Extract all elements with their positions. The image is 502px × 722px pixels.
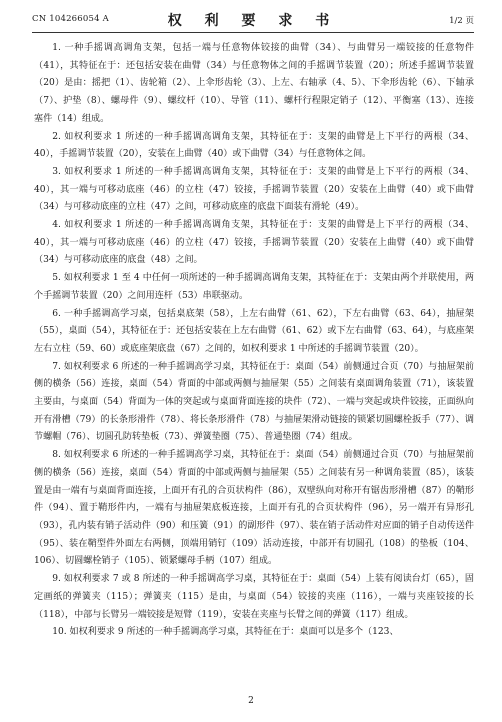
claims-list xyxy=(34,40,474,642)
claim-10: 10. 如权利要求 9 所述的一种手摇调高学习桌，其特征在于：桌面可以是多个（123、 xyxy=(52,627,399,638)
claim-6: 6. 一种手摇调高学习桌，包括桌底架（58），上左右曲臂（61、62），下左右曲臂（63、64），抽屉架（55），桌面（54），其特征在于：还包括安装在上左右曲臂（61、62）或下左右曲臂（63、64），与底座架左右立柱（59、60）或底座架底盘（67）之间的，如权利要求 1 中所述的手摇调节装置（20）。 xyxy=(34,308,474,354)
claim-7: 7. 如权利要求 6 所述的一种手摇调高学习桌，其特征在于：桌面（54）前侧通过合页（70）与抽屉架前侧的横条（56）连接，桌面（54）背面的中部或两侧与抽屉架（55）之间装有桌面调角装置（71），该装置主要由，与桌面（54）背面为一体的突起或与桌面背面连接的块件（72）、一端与突起或块件铰接，正面纵向开有滑槽（79）的长条形滑件（78）、将长条形滑件（78）与抽屉架滑动链接的锁紧切圆螺栓扳手（77）、调节螺帽（76）、切圆孔防转垫板（73）、弹簧垫圈（75）、普通垫圈（74）组成。 xyxy=(34,361,474,443)
claim-4: 4. 如权利要求 1 所述的一种手摇调高调角支架，其特征在于：支架的曲臂是上下平行的两根（34、40），其一端与可移动底座（46）的立柱（47）铰接，手摇调节装置（20）安装在上曲臂（40）或下曲臂（34）与可移动底座的底盘（48）之间。 xyxy=(34,220,474,266)
document-title: 权 利 要 求 书 xyxy=(167,13,339,29)
page-indicator: 1/2 页 xyxy=(449,16,474,26)
claim-8: 8. 如权利要求 6 所述的一种手摇调高学习桌，其特征在于：桌面（54）前侧通过合页（70）与抽屉架前侧的横条（56）连接，桌面（54）背面的中部或两侧与抽屉架（55）之间装有另一种调角装置（85），该装置是由一端有与桌面背面连接，上面开有孔的合页状构件（86），双壁纵向对称开有锯齿形滑槽（87）的鞘形件（94）、置于鞘形件内，一端有与抽屉架底板连接，上面开有孔的合页状构件（96），另一端开有异形孔（93），孔内装有销子活动件（90）和压簧（91）的副形件（97）、装在销子活动件对应面的销子自动传送件（95）、装在鞘型件外面左右两侧，顶端用销钉（109）活动连接，中部开有切圆孔（108）的垫板（104、106）、切圆螺栓销子（105）、锁紧螺母手柄（107）组成。 xyxy=(34,450,474,567)
claim-1: 1. 一种手摇调高调角支架，包括一端与任意物体铰接的曲臂（34）、与曲臂另一端铰接的任意物件（41），其特征在于：还包括安装在曲臂（34）与任意物体之间的手摇调节装置（20）；所述手摇调节装置（20）是由：摇把（1）、齿轮箱（2）、上伞形齿轮（3）、上左、右轴承（4、5）、下伞形齿轮（6）、下轴承（7）、护垫（8）、螺母件（9）、螺纹杆（10）、导管（11）、螺杆行程限定销子（12）、平衡塞（13）、连接塞件（14）组成。 xyxy=(34,43,474,124)
page-number: 2 xyxy=(248,696,254,706)
claim-2: 2. 如权利要求 1 所述的一种手摇调高调角支架，其特征在于：支架的曲臂是上下平行的两根（34、40），手摇调节装置（20），安装在上曲臂（40）或下曲臂（34）与任意物体之间。 xyxy=(34,131,474,160)
claim-5: 5. 如权利要求 1 至 4 中任何一项所述的一种手摇调高调角支架，其特征在于：支架由两个并联使用，两个手摇调节装置（20）之间用连杆（53）串联驱动。 xyxy=(34,273,474,301)
header-divider xyxy=(32,32,474,33)
page-header xyxy=(32,9,474,29)
claim-3: 3. 如权利要求 1 所述的一种手摇调高调角支架，其特征在于：支架的曲臂是上下平行的两根（34、40），其一端与可移动底座（46）的立柱（47）铰接，手摇调节装置（20）安装在上曲臂（40）或下曲臂（34）与可移动底座的立柱（47）之间，可移动底座的底盘下面装有滑轮（49）。 xyxy=(34,166,474,213)
publication-number: CN 104266054 A xyxy=(32,14,109,24)
claim-9: 9. 如权利要求 7 或 8 所述的一种手摇调高学习桌，其特征在于：桌面（54）上装有阅读台灯（65），固定画纸的弹簧夹（115）；弹簧夹（115）是由，与桌面（54）铰接的夹座（116），一端与夹座铰接的长（118），中部与长臂另一端铰接是短臂（119），安装在夹座与长臂之间的弹簧（117）组成。 xyxy=(34,574,474,620)
